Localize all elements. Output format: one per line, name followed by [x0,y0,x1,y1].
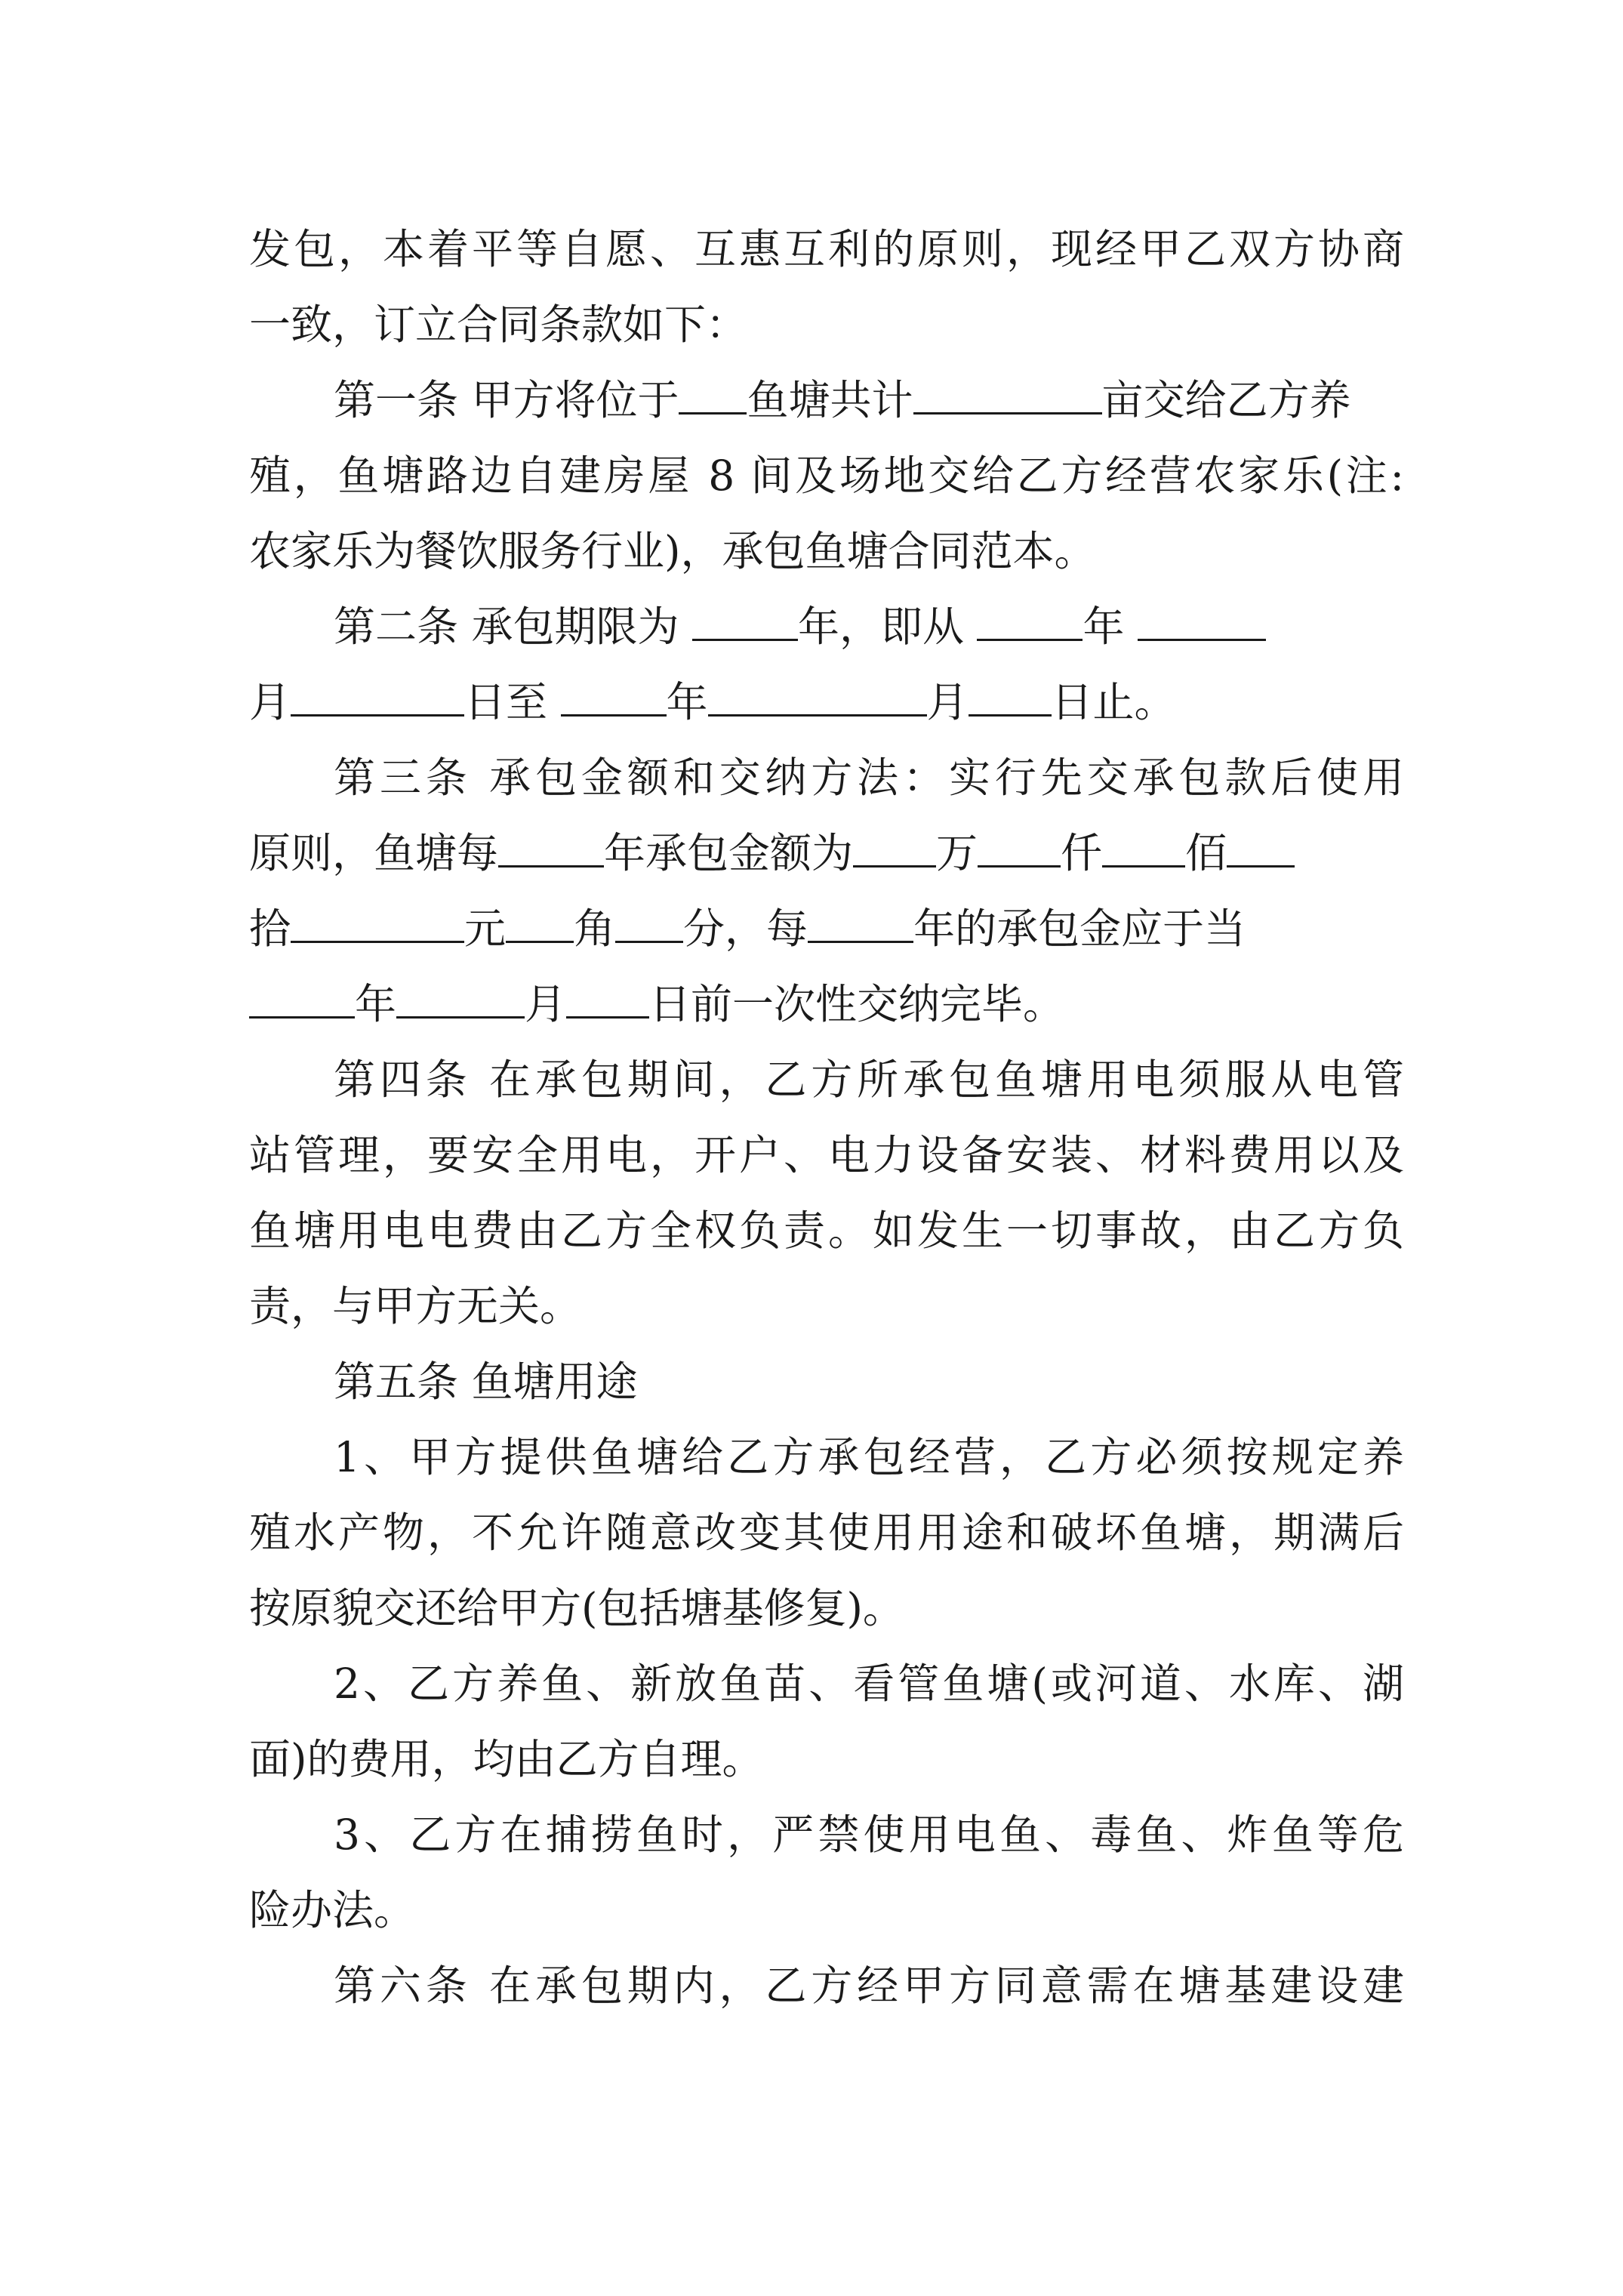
text-run: 鱼塘用电电费由乙方全权负责。如发生一切事故，由乙方负 [249,1207,1404,1255]
paragraph-line [249,287,1404,362]
text-run: 第五条 鱼塘用途 [334,1358,638,1406]
text-run: 日前一次性交纳完毕。 [649,980,1065,1028]
text-run: 万 [936,829,978,877]
text-run: 元 [464,905,507,953]
text-run: 年承包金额为 [604,829,854,877]
article-4-line [249,1042,1404,1117]
blank-field [692,599,798,641]
text-run: 佰 [1185,829,1227,877]
text-run: 拾 [249,905,291,953]
blank-field [913,373,1102,415]
article-5-line [249,1570,1404,1646]
text-run: 亩交给乙方养 [1101,376,1351,424]
article-5-line [249,1797,1404,1872]
article-5-line [249,1495,1404,1570]
article-5-heading [249,1344,1404,1419]
text-run: 日至 [464,678,548,726]
blank-field [978,826,1061,868]
text-run: 鱼塘共计 [747,376,913,424]
article-4-line [249,1268,1404,1344]
text-run: 面)的费用，均由乙方自理。 [249,1735,764,1783]
text-run: 月 [926,678,969,726]
article-3-line [249,740,1404,815]
blank-field [249,977,355,1019]
blank-field [566,977,649,1019]
text-run: 1、甲方提供鱼塘给乙方承包经营，乙方必须按规定养 [334,1433,1404,1481]
article-2-line [249,589,1404,664]
paragraph-line [249,438,1404,513]
text-run: 年，即从 [797,603,964,651]
text-run: 2、乙方养鱼、新放鱼苗、看管鱼塘(或河道、水库、湖 [334,1660,1404,1708]
text-run: 第四条 在承包期间，乙方所承包鱼塘用电须服从电管 [334,1056,1404,1104]
blank-field [506,901,574,943]
text-run: 年 [355,980,397,1028]
article-1-line [249,362,1404,438]
text-run: 发包，本着平等自愿、互惠互利的原则，现经甲乙双方协商 [249,225,1404,273]
text-run: 第三条 承包金额和交纳方法：实行先交承包款后使用 [334,754,1404,802]
blank-field [498,826,604,868]
text-run: 角 [574,905,616,953]
text-run: 殖，鱼塘路边自建房屋 8 间及场地交给乙方经营农家乐(注: [249,451,1404,500]
text-run: 原则，鱼塘每 [249,829,499,877]
text-run: 第六条 在承包期内，乙方经甲方同意需在塘基建设建 [334,1962,1404,2010]
blank-field [853,826,936,868]
blank-field [561,675,667,717]
text-run: 日止。 [1051,678,1176,726]
article-5-line [249,1872,1404,1948]
paragraph-line [249,211,1404,287]
text-run: 农家乐为餐饮服务行业)，承包鱼塘合同范本。 [249,527,1096,575]
article-3-line [249,966,1404,1042]
text-run: 3、乙方在捕捞鱼时，严禁使用电鱼、毒鱼、炸鱼等危 [334,1811,1404,1859]
blank-field [1102,826,1185,868]
text-run: 第一条 甲方将位于 [334,376,679,424]
text-run: 责，与甲方无关。 [249,1282,582,1330]
blank-field [679,373,747,415]
article-4-line [249,1193,1404,1268]
article-5-line [249,1646,1404,1721]
text-run: 站管理，要安全用电，开户、电力设备安装、材料费用以及 [249,1131,1404,1179]
article-5-line [249,1419,1404,1495]
article-6-line [249,1948,1404,2023]
blank-field [977,599,1083,641]
article-3-line [249,815,1404,891]
blank-field [808,901,913,943]
text-run: 按原貌交还给甲方(包括塘基修复)。 [249,1584,904,1632]
blank-field [969,675,1052,717]
blank-field [1138,599,1266,641]
text-run: 一致，订立合同条款如下： [249,300,748,349]
blank-field [1227,826,1295,868]
blank-field [291,675,464,717]
blank-field [291,901,464,943]
paragraph-line [249,513,1404,589]
article-3-line [249,891,1404,966]
text-run: 年 [666,678,708,726]
text-run: 月 [525,980,567,1028]
text-run: 殖水产物，不允许随意改变其使用用途和破坏鱼塘，期满后 [249,1509,1404,1557]
text-run: 分，每 [683,905,808,953]
text-run: 仟 [1061,829,1103,877]
article-5-line [249,1721,1404,1797]
article-4-line [249,1117,1404,1193]
blank-field [708,675,927,717]
article-2-line [249,664,1404,740]
text-run: 年 [1083,603,1125,651]
text-run: 第二条 承包期限为 [334,603,679,651]
text-run: 月 [249,678,291,726]
blank-field [615,901,683,943]
text-run: 险办法。 [249,1886,416,1934]
blank-field [396,977,525,1019]
text-run: 年的承包金应于当 [913,905,1246,953]
